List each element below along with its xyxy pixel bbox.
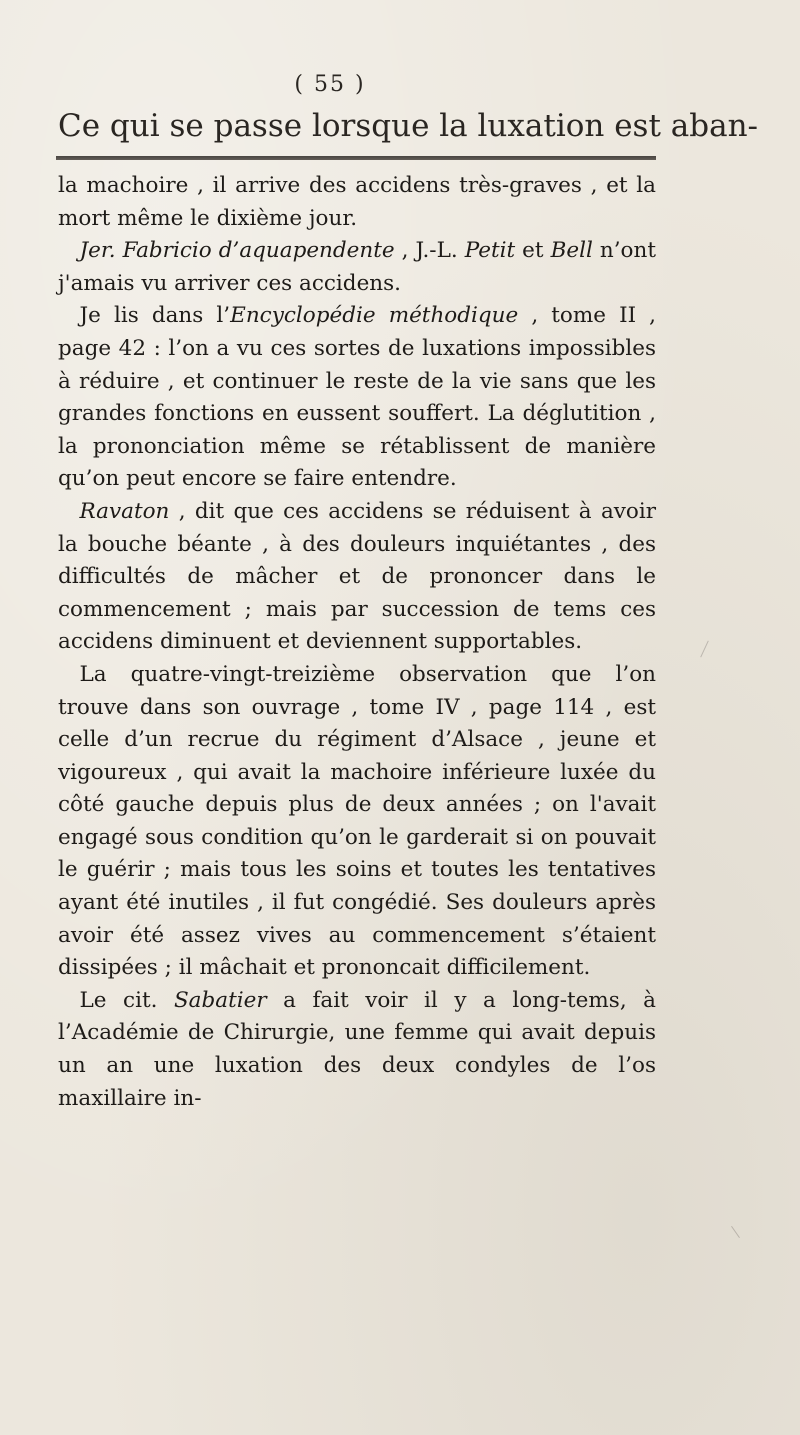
paragraph-2-text: n’ont j'amais vu arriver ces accidens. — [58, 238, 656, 296]
paragraph-5-text: La quatre-vingt-treizième observation que l’on trouve dans son ouvrage , tome IV , page 114 , est celle d’un recrue du régiment d’Alsace , jeune et vigoureux , qui avait la machoire inférieure luxée du côté gauche depuis plus de deux années ; on l'avait engagé sous condition qu’on le garderait si on pouvait le guérir ; mais tous les soins et toutes les tentatives ayant été inutiles , il fut congédié. Ses douleurs après avoir été assez vives au commencement s’étaient dissipées ; il mâchait et prononcait difficilement. — [58, 661, 656, 981]
paragraph-4 — [58, 496, 656, 659]
paragraph-1-text: la machoire , il arrive des accidens très-graves , et la mort même le dixième jour. — [58, 173, 656, 231]
header-rule — [56, 156, 656, 160]
paragraph-6-text: a fait voir il y a long-tems, à l’Académie de Chirurgie, une femme qui avait depuis un an une luxation des deux condyles de l’os maxillaire in- — [58, 987, 656, 1111]
author-fabricio: Jer. Fabricio d’aquapendente — [79, 238, 395, 264]
page-number: ( 55 ) — [294, 72, 366, 97]
paragraph-6 — [58, 985, 656, 1115]
paragraph-3-text: Je lis dans l’ — [79, 303, 231, 329]
paragraph-3 — [58, 300, 656, 496]
author-sabatier: Sabatier — [173, 987, 267, 1013]
paper-speck — [731, 1226, 740, 1238]
paragraph-6-text: Le cit. — [79, 987, 174, 1013]
paper-speck — [700, 641, 709, 658]
paragraph-3-text: , tome II , page 42 : l’on a vu ces sortes de luxations impossibles à réduire , et continuer le reste de la vie sans que les grandes fonctions en eussent souffert. La déglutition , la prononciation même se rétablissent de manière qu’on peut encore se faire entendre. — [58, 303, 657, 492]
author-petit: Petit — [464, 238, 516, 264]
author-bell: Bell — [550, 238, 593, 264]
body-text — [58, 170, 656, 1115]
paragraph-1 — [58, 170, 656, 235]
paragraph-4-text: , dit que ces accidens se réduisent à avoir la bouche béante , à des douleurs inquiétantes , des difficultés de mâcher et de prononcer dans le commencement ; mais par succession de tems ces accidens diminuent et deviennent supportables. — [58, 498, 656, 655]
author-ravaton: Ravaton — [79, 498, 170, 524]
page-header-catchline: Ce qui se passe lorsque la luxation est aban- — [58, 108, 759, 144]
paragraph-2-text: et — [515, 238, 551, 264]
work-title-encyclopedie: Encyclopédie méthodique — [230, 303, 519, 329]
paragraph-2-text: , J.-L. — [394, 238, 465, 264]
paragraph-5 — [58, 659, 656, 985]
paragraph-2 — [58, 235, 656, 300]
